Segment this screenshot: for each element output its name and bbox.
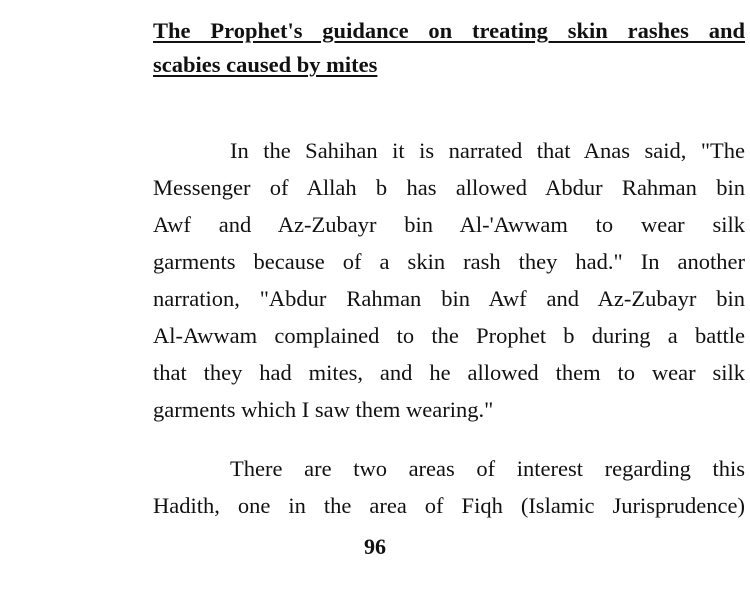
text-line: Al-Awwam complained to the Prophet b during a battle: [153, 323, 745, 348]
text-line: that they had mites, and he allowed them to wear silk: [153, 360, 745, 385]
text-line: Awf and Az-Zubayr bin Al-'Awwam to wear silk: [153, 212, 745, 237]
text-line: garments which I saw them wearing.": [153, 397, 494, 422]
heading-line: scabies caused by mites: [153, 52, 378, 77]
page-number: 96: [364, 534, 386, 559]
text-line: There are two areas of interest regarding this: [230, 456, 745, 481]
text-line: narration, "Abdur Rahman bin Awf and Az-Zubayr bin: [153, 286, 745, 311]
text-line: Hadith, one in the area of Fiqh (Islamic Jurisprudence): [153, 493, 745, 518]
heading-line: The Prophet's guidance on treating skin rashes and: [153, 18, 745, 43]
text-line: Messenger of Allah b has allowed Abdur Rahman bin: [153, 175, 745, 200]
text-line: In the Sahihan it is narrated that Anas said, "The: [230, 138, 745, 163]
text-line: garments because of a skin rash they had." In another: [153, 249, 745, 274]
